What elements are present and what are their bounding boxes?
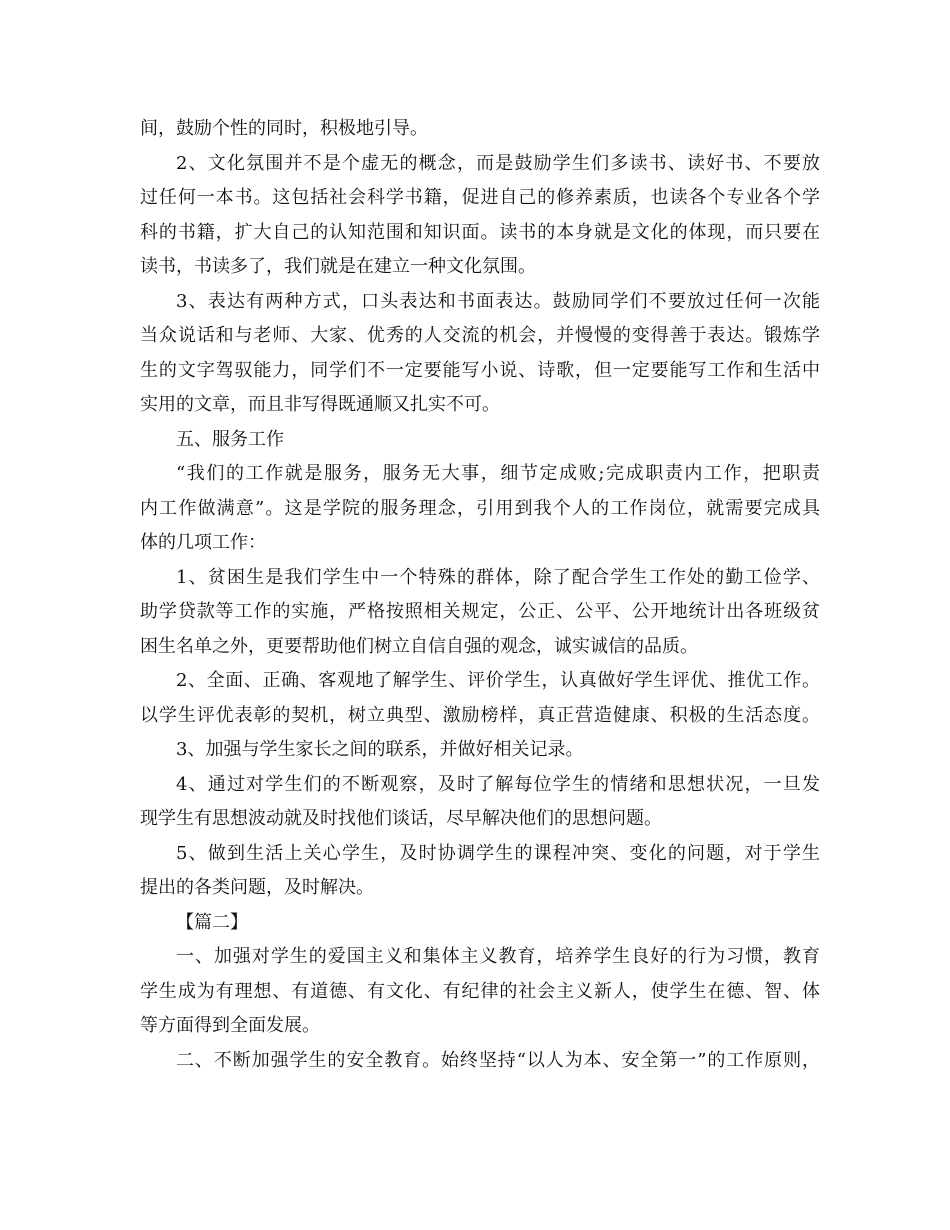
text-line: 过任何一本书。这包括社会科学书籍，促进自己的修养素质，也读各个专业各个学 — [140, 187, 820, 208]
text-line: 以学生评优表彰的契机，树立典型、激励榜样，真正营造健康、积极的生活态度。 — [140, 704, 820, 726]
text-line: 二、不断加强学生的安全教育。始终坚持“以人为本、安全第一”的工作原则， — [176, 1049, 820, 1071]
text-line: 2、文化氛围并不是个虚无的概念，而是鼓励学生们多读书、读好书、不要放 — [176, 152, 820, 174]
text-line: 一、加强对学生的爱国主义和集体主义教育，培养学生良好的行为习惯，教育 — [176, 946, 820, 967]
text-line: 提出的各类问题，及时解决。 — [140, 877, 374, 898]
text-line: 【篇二】 — [176, 911, 248, 933]
text-line: 内工作做满意”。这是学院的服务理念，引用到我个人的工作岗位，就需要完成具 — [140, 497, 820, 519]
text-line: 4、通过对学生们的不断观察，及时了解每位学生的情绪和思想状况，一旦发 — [176, 773, 820, 795]
text-line: 科的书籍，扩大自己的认知范围和知识面。读书的本身就是文化的体现，而只要在 — [140, 221, 820, 243]
text-line: 读书，书读多了，我们就是在建立一种文化氛围。 — [140, 256, 536, 277]
text-line: 生的文字驾驭能力，同学们不一定要能写小说、诗歌，但一定要能写工作和生活中 — [140, 359, 820, 381]
text-line: 2、全面、正确、客观地了解学生、评价学生，认真做好学生评优、推优工作。 — [176, 670, 820, 691]
text-line: 体的几项工作： — [140, 532, 266, 553]
text-line: 1、贫困生是我们学生中一个特殊的群体，除了配合学生工作处的勤工俭学、 — [176, 566, 820, 588]
text-line: 3、加强与学生家长之间的联系，并做好相关记录。 — [176, 739, 584, 760]
text-line: 5、做到生活上关心学生，及时协调学生的课程冲突、变化的问题，对于学生 — [176, 842, 820, 864]
text-line: 现学生有思想波动就及时找他们谈话，尽早解决他们的思想问题。 — [140, 808, 662, 829]
text-line: 学生成为有理想、有道德、有文化、有纪律的社会主义新人，使学生在德、智、体 — [140, 980, 820, 1002]
text-line: 困生名单之外，更要帮助他们树立自信自强的观念，诚实诚信的品质。 — [140, 635, 698, 657]
text-line: 五、服务工作 — [176, 428, 284, 450]
text-line: 助学贷款等工作的实施，严格按照相关规定，公正、公平、公开地统计出各班级贫 — [140, 601, 820, 622]
text-line: 当众说话和与老师、大家、优秀的人交流的机会，并慢慢的变得善于表达。锻炼学 — [140, 325, 820, 346]
text-line: 实用的文章，而且非写得既通顺又扎实不可。 — [140, 394, 500, 415]
text-line: 3、表达有两种方式，口头表达和书面表达。鼓励同学们不要放过任何一次能 — [176, 290, 820, 312]
text-line: “我们的工作就是服务，服务无大事，细节定成败;完成职责内工作，把职责 — [176, 463, 820, 484]
text-line: 间，鼓励个性的同时，积极地引导。 — [140, 118, 428, 139]
document-page — [140, 112, 820, 1078]
text-line: 等方面得到全面发展。 — [140, 1015, 320, 1036]
